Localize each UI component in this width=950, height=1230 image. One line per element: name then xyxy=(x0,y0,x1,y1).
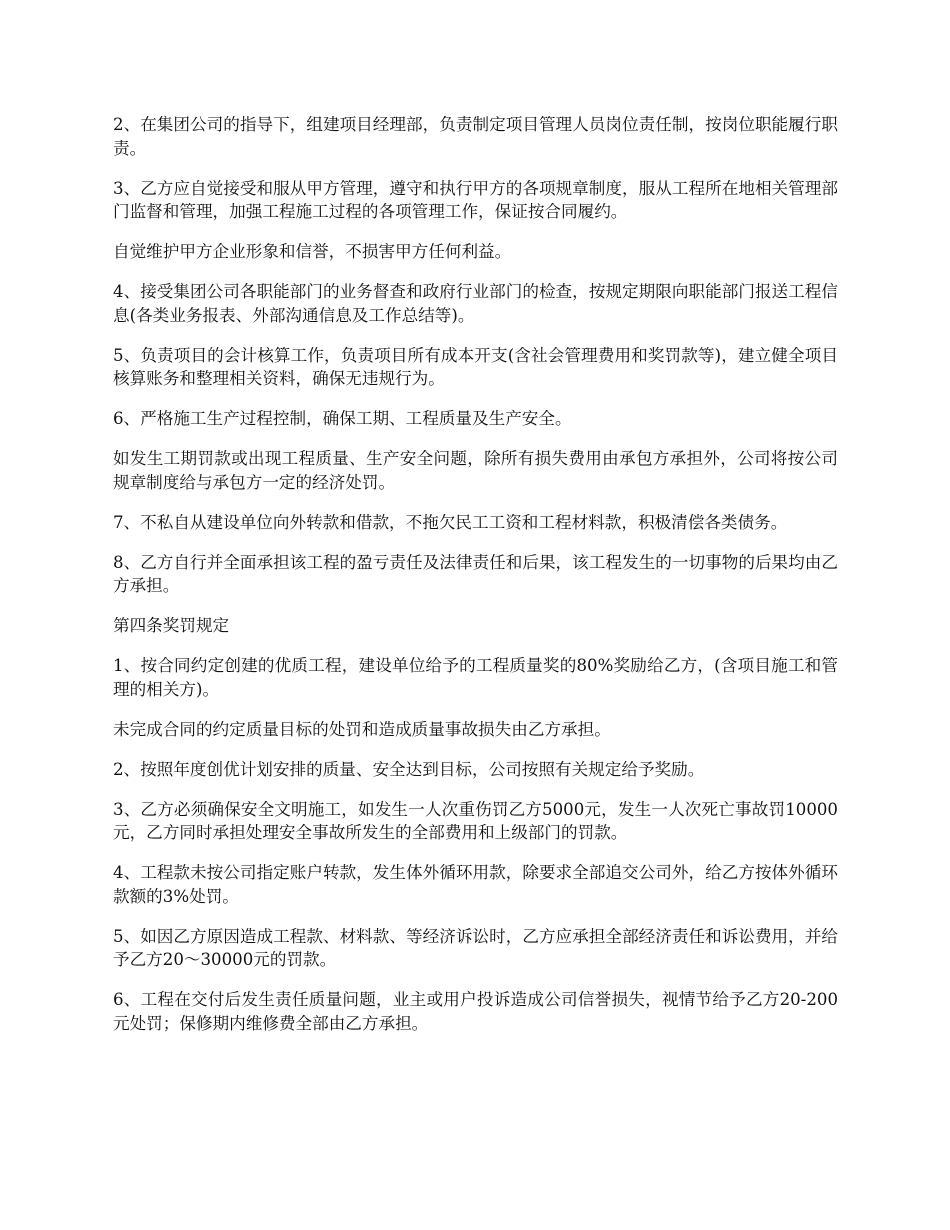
paragraph: 6、工程在交付后发生责任质量问题，业主或用户投诉造成公司信誉损失，视情节给予乙方20-200元处罚；保修期内维修费全部由乙方承担。 xyxy=(113,990,838,1033)
paragraph: 4、接受集团公司各职能部门的业务督查和政府行业部门的检查，按规定期限向职能部门报送工程信息(各类业务报表、外部沟通信息及工作总结等)。 xyxy=(113,282,838,325)
paragraph: 4、工程款未按公司指定账户转款，发生体外循环用款，除要求全部追交公司外，给乙方按体外循环款额的3%处罚。 xyxy=(113,863,838,906)
paragraph: 如发生工期罚款或出现工程质量、生产安全问题，除所有损失费用由承包方承担外，公司将按公司规章制度给与承包方一定的经济处罚。 xyxy=(113,449,838,492)
paragraph: 自觉维护甲方企业形象和信誉，不损害甲方任何利益。 xyxy=(113,242,512,261)
section-heading: 第四条奖罚规定 xyxy=(113,616,230,635)
paragraph: 1、按合同约定创建的优质工程，建设单位给予的工程质量奖的80%奖励给乙方，(含项目施工和管理的相关方)。 xyxy=(113,656,838,699)
paragraph: 6、严格施工生产过程控制，确保工期、工程质量及生产安全。 xyxy=(113,409,572,428)
paragraph: 2、在集团公司的指导下，组建项目经理部，负责制定项目管理人员岗位责任制，按岗位职能履行职责。 xyxy=(113,115,838,158)
paragraph: 未完成合同的约定质量目标的处罚和造成质量事故损失由乙方承担。 xyxy=(113,719,611,739)
paragraph: 7、不私自从建设单位向外转款和借款，不拖欠民工工资和工程材料款，积极清偿各类债务。 xyxy=(113,512,788,532)
paragraph: 2、按照年度创优计划安排的质量、安全达到目标，公司按照有关规定给予奖励。 xyxy=(113,759,705,779)
paragraph: 5、如因乙方原因造成工程款、材料款、等经济诉讼时，乙方应承担全部经济责任和诉讼费用，并给予乙方20～30000元的罚款。 xyxy=(113,926,838,969)
paragraph: 8、乙方自行并全面承担该工程的盈亏责任及法律责任和后果，该工程发生的一切事物的后果均由乙方承担。 xyxy=(113,552,838,595)
paragraph: 3、乙方应自觉接受和服从甲方管理，遵守和执行甲方的各项规章制度，服从工程所在地相关管理部门监督和管理，加强工程施工过程的各项管理工作，保证按合同履约。 xyxy=(113,178,838,221)
paragraph: 3、乙方必须确保安全文明施工，如发生一人次重伤罚乙方5000元，发生一人次死亡事故罚10000元，乙方同时承担处理安全事故所发生的全部费用和上级部门的罚款。 xyxy=(113,799,838,842)
document-page xyxy=(113,113,838,1052)
paragraph: 5、负责项目的会计核算工作，负责项目所有成本开支(含社会管理费用和奖罚款等)，建立健全项目核算账务和整理相关资料，确保无违规行为。 xyxy=(113,345,838,388)
